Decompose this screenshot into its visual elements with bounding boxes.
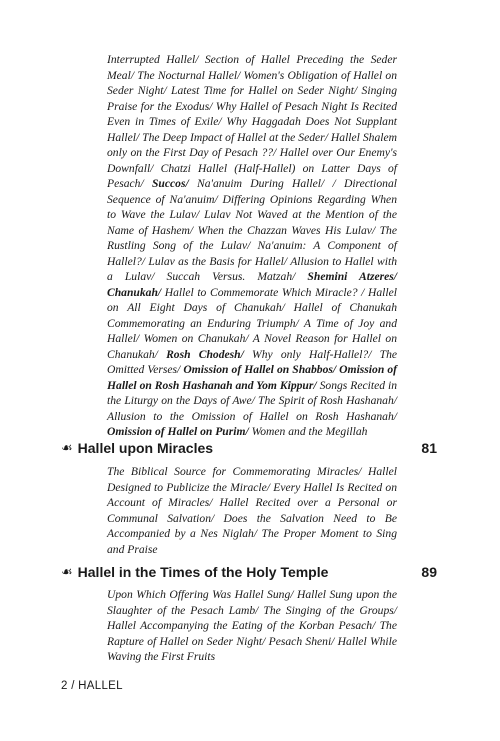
page-number: 81 [421, 440, 437, 456]
topic-text: Why only Half-Hallel?/ The Omitted Verses/ [107, 347, 398, 376]
section-topics-paragraph: The Biblical Source for Commemorating Miracles/ Hallel Designed to Publicize the Miracle/ Every Hallel Is Recited on Account of Miracles/ Hallel Recited over a Personal or Communal Salvation/ Does the Salvation Need to Be Accompanied by a Nes Niglah/ The Proper Moment to Sing and Praise [107, 465, 397, 556]
section-heading-miracles [61, 440, 437, 456]
topic-text: Women and the Megillah [248, 425, 368, 438]
intro-topics-paragraph [107, 52, 397, 440]
topic-text: Hallel to Commemorate Which Miracle? / Hallel on All Eight Days of Chanukah/ Hallel of Chanukah Commemorating an Enduring Triumph/ A Time of Joy and Hallel/ Women on Chanukah/ A Novel Reason for Hallel on Chanukah/ [107, 285, 397, 361]
section-title: Hallel in the Times of the Holy Temple [77, 564, 329, 580]
topic-text: Interrupted Hallel/ Section of Hallel Preceding the Seder Meal/ The Nocturnal Hallel/ Women's Obligation of Hallel on Seder Night/ Latest Time for Hallel on Seder Night/ Singing Praise for the Exodus/ Why Hallel of Pesach Night Is Recited Even in Times of Exile/ Why Haggadah Does Not Supplant Hallel/ The Deep Impact of Hallel at the Seder/ Hallel Shalem only on the First Day of Pesach ??/ Hallel over Our Enemy's Downfall/ Chatzi Hallel (Half-Hallel) on Latter Days of Pesach/ [107, 53, 397, 190]
holiday-topic-bold: Omission of Hallel on Shabbos/ Omission of Hallel on Rosh Hashanah and Yom Kippur/ [107, 363, 398, 392]
section-topics-paragraph: Upon Which Offering Was Hallel Sung/ Hallel Sung upon the Slaughter of the Pesach Lamb/ The Singing of the Groups/ Hallel Accompanying the Eating of the Korban Pesach/ The Rapture of Hallel on Seder Night/ Pesach Sheni/ Hallel While Waving the First Fruits [107, 588, 397, 663]
page-number: 89 [421, 564, 437, 580]
fleuron-ornament-icon: ☙ [61, 440, 73, 455]
holiday-topic-bold: Succos/ [151, 177, 189, 190]
section-heading-holy-temple [61, 564, 437, 580]
topic-text: Na'anuim During Hallel/ / Directional Sequence of Na'anuim/ Differing Opinions Regarding When to Wave the Lulav/ Lulav Not Waved at the Mention of the Name of Hashem/ When the Chazzan Waves His Lulav/ The Rustling Song of the Lulav/ Na'anuim: A Component of Hallel?/ Lulav as the Basis for Hallel/ Allusion to Hallel with a Lulav/ Succah Versus. Matzah/ [107, 177, 397, 283]
running-footer: 2 / HALLEL [61, 680, 123, 692]
topic-text: Songs Recited in the Liturgy on the Days of Awe/ The Spirit of Rosh Hashanah/ Allusion to the Omission of Hallel on Rosh Hashanah/ [107, 378, 398, 423]
holiday-topic-bold: Rosh Chodesh/ [166, 347, 244, 361]
holiday-topic-bold: Shemini Atzeres/ Chanukah/ [107, 270, 398, 299]
fleuron-ornament-icon: ☙ [61, 564, 73, 579]
holiday-topic-bold: Omission of Hallel on Purim/ [107, 425, 249, 438]
section-title: Hallel upon Miracles [77, 440, 214, 456]
